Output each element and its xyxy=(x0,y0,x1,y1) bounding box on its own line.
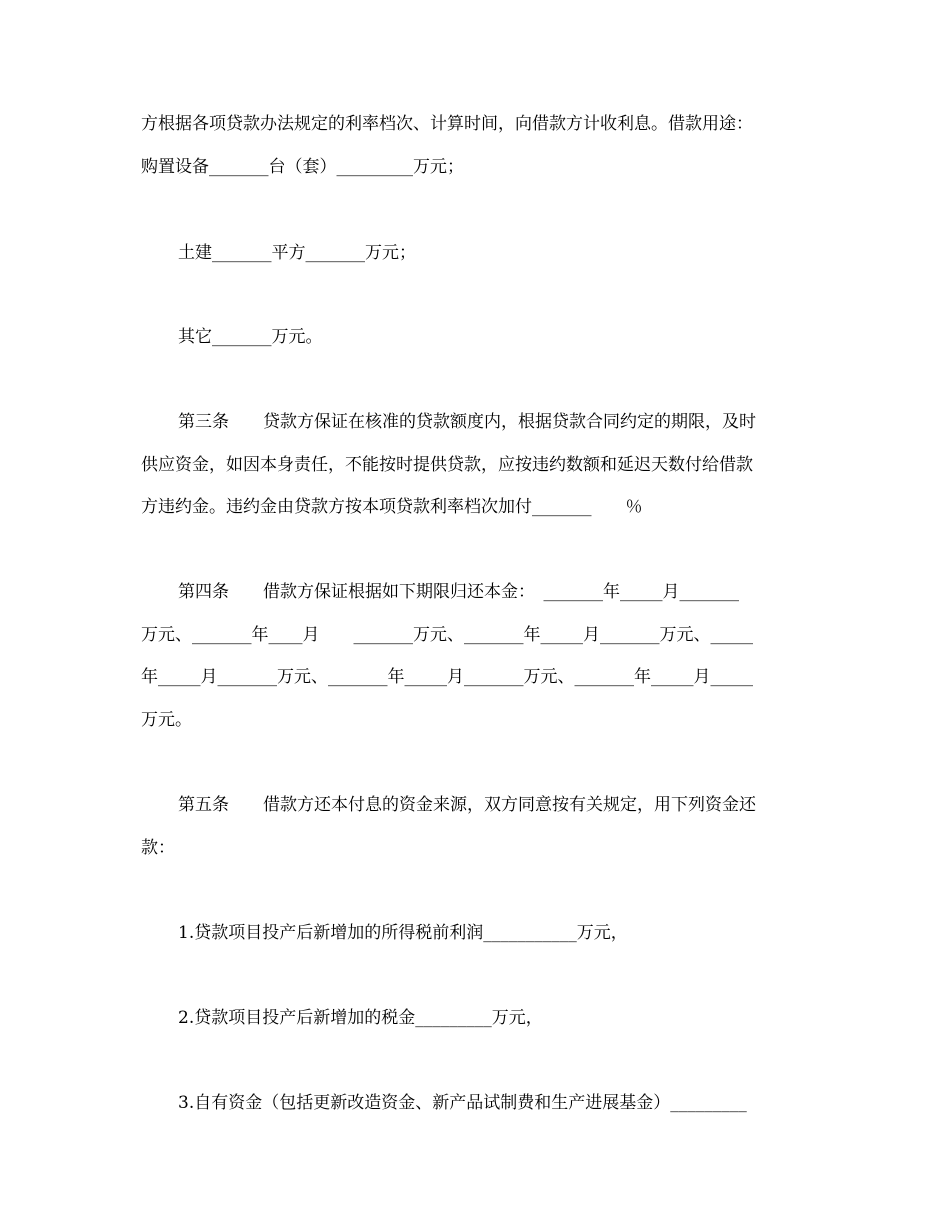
text-line: 土建_______平方_______万元； xyxy=(178,243,416,263)
text-line: 2.贷款项目投产后新增加的税金_________万元， xyxy=(178,1008,543,1028)
text-line: 方违约金。违约金由贷款方按本项贷款利率档次加付_______ ％ xyxy=(141,497,643,517)
text-line: 供应资金，如因本身责任，不能按时提供贷款，应按违约数额和延迟天数付给借款 xyxy=(141,455,753,475)
text-line: 第五条 借款方还本付息的资金来源，双方同意按有关规定，用下列资金还 xyxy=(178,795,756,815)
text-line: 年_____月_______万元、_______年_____月_______万元、_______年_____月_____ xyxy=(141,667,753,687)
text-line: 款： xyxy=(141,838,175,858)
text-line: 3.自有资金（包括更新改造资金、新产品试制费和生产进展基金）_________ xyxy=(178,1093,747,1113)
text-line: 万元。 xyxy=(141,710,192,730)
text-line: 万元、_______年____月 _______万元、_______年_____月_______万元、_____ xyxy=(141,625,753,645)
text-line: 购置设备_______台（套）_________万元； xyxy=(141,157,464,177)
text-line: 第四条 借款方保证根据如下期限归还本金： _______年_____月_______ xyxy=(178,582,739,602)
text-line: 方根据各项贷款办法规定的利率档次、计算时间，向借款方计收利息。借款用途： xyxy=(141,114,753,134)
text-line: 第三条 贷款方保证在核准的贷款额度内，根据贷款合同约定的期限，及时 xyxy=(178,412,756,432)
text-line: 其它_______万元。 xyxy=(178,327,323,347)
text-line: 1.贷款项目投产后新增加的所得税前利润___________万元， xyxy=(178,923,628,943)
